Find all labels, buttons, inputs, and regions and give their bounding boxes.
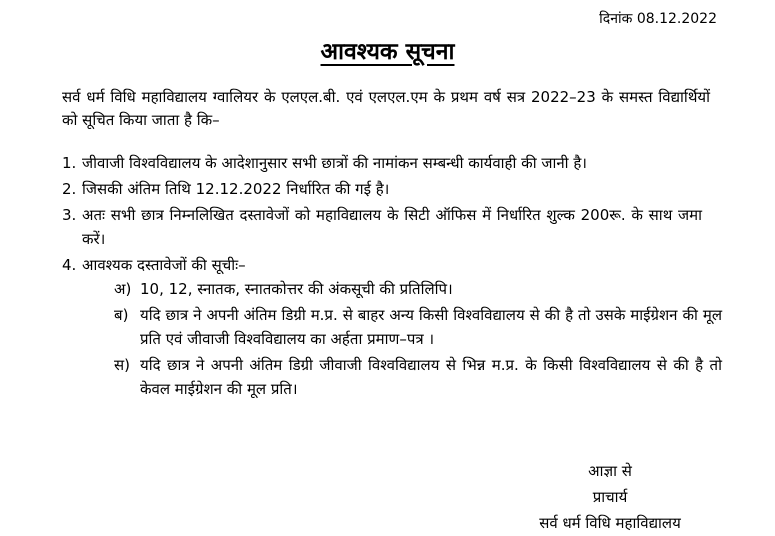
documents-sublist <box>114 277 722 401</box>
list-item-number: 4. <box>62 256 77 274</box>
list-item-text: आवश्यक दस्तावेजों की सूचीः– <box>82 256 246 274</box>
sublist-item-label: अ) <box>114 280 132 298</box>
signature-line-institution: सर्व धर्म विधि महाविद्यालय <box>539 514 681 532</box>
list-item <box>62 177 702 201</box>
list-item-text: जिसकी अंतिम तिथि 12.12.2022 निर्धारित की गई है। <box>82 180 390 198</box>
sublist-item-text: यदि छात्र ने अपनी अंतिम डिग्री जीवाजी विश्वविद्यालय से भिन्न म.प्र. के किसी विश्वविद्यालय से की है तो केवल माईग्रेशन की मूल प्रति। <box>140 356 722 398</box>
list-item-text: जीवाजी विश्वविद्यालय के आदेशानुसार सभी छात्रों की नामांकन सम्बन्धी कार्यवाही की जानी है। <box>82 154 587 172</box>
list-item <box>62 253 722 401</box>
signature-block <box>490 458 730 536</box>
list-item <box>62 151 702 175</box>
sublist-item <box>114 303 722 351</box>
list-item-number: 1. <box>62 154 77 172</box>
notice-title: आवश्यक सूचना <box>320 39 455 65</box>
list-item-number: 2. <box>62 180 77 198</box>
signature-line-authority: आज्ञा से <box>588 462 632 480</box>
list-item-text: अतः सभी छात्र निम्नलिखित दस्तावेजों को महाविद्यालय के सिटी ऑफिस में निर्धारित शुल्क 200रू. के साथ जमा करें। <box>82 206 702 248</box>
sublist-item-label: ब) <box>114 306 129 324</box>
signature-line-designation: प्राचार्य <box>592 488 628 506</box>
sublist-item-text: 10, 12, स्नातक, स्नातकोत्तर की अंकसूची की प्रतिलिपि। <box>140 280 453 298</box>
sublist-item-text: यदि छात्र ने अपनी अंतिम डिग्री म.प्र. से बाहर अन्य किसी विश्वविद्यालय से की है तो उसके माईग्रेशन की मूल प्रति एवं जीवाजी विश्वविद्यालय का अर्हता प्रमाण–पत्र । <box>140 306 722 348</box>
sublist-item-label: स) <box>114 356 130 374</box>
list-item <box>62 203 702 251</box>
list-item-number: 3. <box>62 206 77 224</box>
sublist-item <box>114 277 722 301</box>
notice-intro: सर्व धर्म विधि महाविद्यालय ग्वालियर के एलएल.बी. एवं एलएल.एम के प्रथम वर्ष सत्र 2022–23 के समस्त विद्यार्थियों को सूचित किया जाता है कि– <box>62 88 710 129</box>
sublist-item <box>114 353 722 401</box>
notice-date: दिनांक 08.12.2022 <box>599 11 717 27</box>
notice-list <box>62 151 722 403</box>
